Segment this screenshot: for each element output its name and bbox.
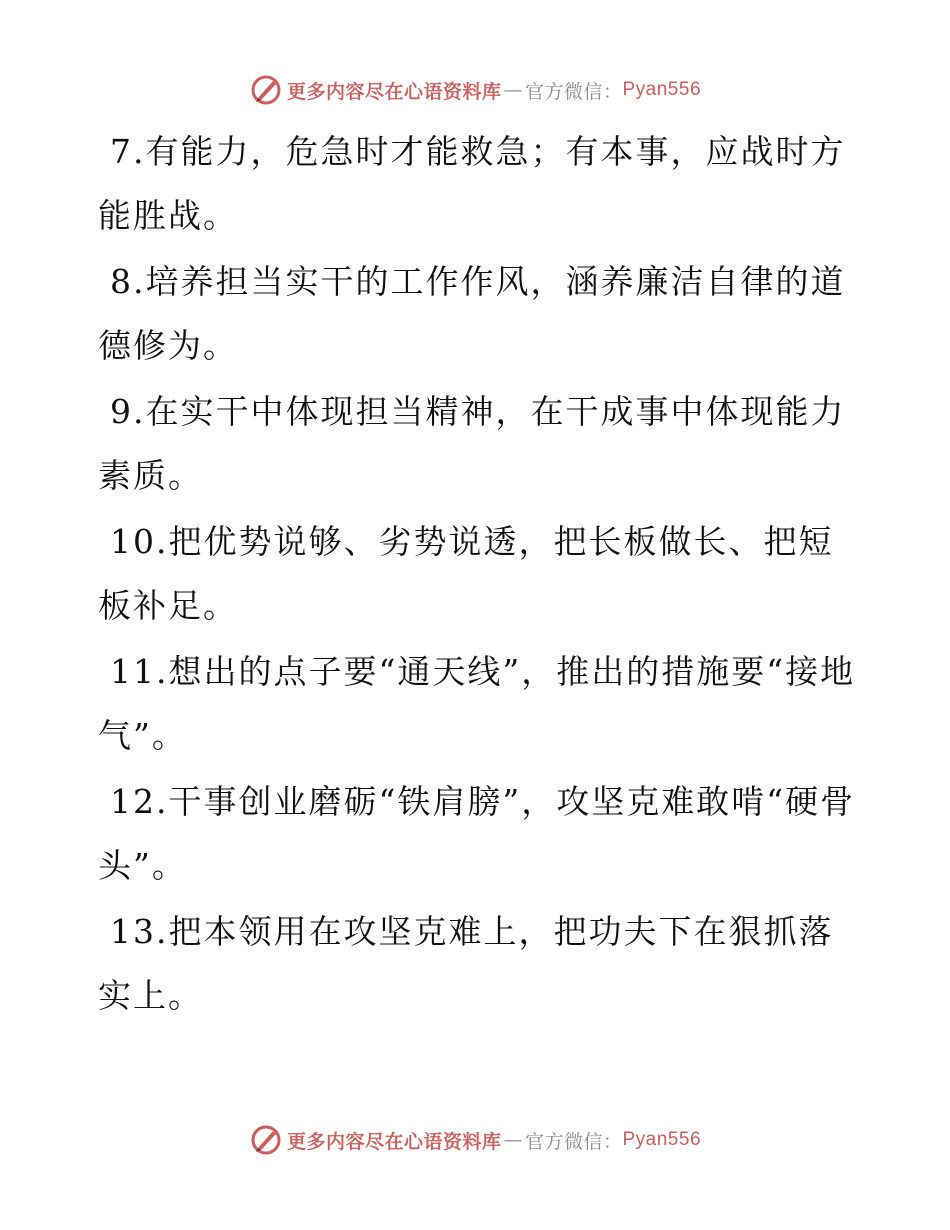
watermark-brand: 更多内容尽在心语资料库 xyxy=(286,1130,502,1153)
list-item: 11.想出的点子要“通天线”，推出的措施要“接地气”。 xyxy=(98,652,856,755)
list-item: 10.把优势说够、劣势说透，把长板做长、把短板补足。 xyxy=(98,522,834,625)
list-item: 13.把本领用在攻坚克难上，把功夫下在狠抓落实上。 xyxy=(98,912,834,1015)
list-item: 12.干事创业磨砺“铁肩膀”，攻坚克难敢啃“硬骨头”。 xyxy=(98,782,856,885)
list-item: 8.培养担当实干的工作作风，涵养廉洁自律的道德修为。 xyxy=(98,262,846,365)
watermark-official-label: 官方微信： xyxy=(524,80,623,103)
list-item: 9.在实干中体现担当精神，在干成事中体现能力素质。 xyxy=(98,392,846,495)
watermark-dash: — xyxy=(503,79,523,101)
watermark-wechat-id: Pyan556 xyxy=(622,79,702,100)
watermark-dash: — xyxy=(503,1129,523,1151)
footer-watermark xyxy=(0,1120,950,1160)
document-body xyxy=(98,120,858,1030)
pen-logo-icon xyxy=(249,1123,283,1157)
header-watermark xyxy=(0,70,950,110)
list-item: 7.有能力，危急时才能救急；有本事，应战时方能胜战。 xyxy=(98,132,846,235)
watermark-official-label: 官方微信： xyxy=(524,1130,623,1153)
watermark-brand: 更多内容尽在心语资料库 xyxy=(286,80,502,103)
pen-logo-icon xyxy=(249,73,283,107)
watermark-wechat-id: Pyan556 xyxy=(622,1129,702,1150)
